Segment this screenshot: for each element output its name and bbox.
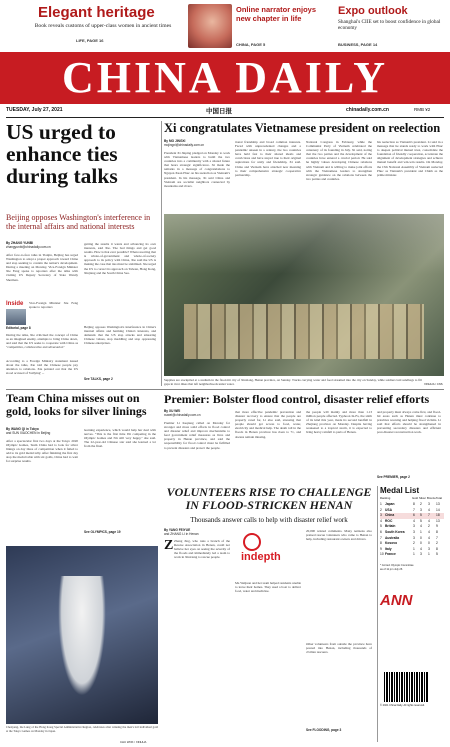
medal-cell-total: 7 (436, 535, 438, 540)
medal-cell-rank: 2 (380, 507, 382, 512)
medal-cell-rank: 1 (380, 502, 382, 506)
lead-more-link[interactable]: See TALKS, page 2 (84, 377, 113, 381)
volunteers-col4: Other volunteers from outside the province have poured into Henan, including thousands of civilian rescuers. (306, 642, 372, 655)
premier-col1: Premier Li Keqiang called on Monday for stronger and more solid efforts in flood control and disaster relief and improve mechanisms to feed government relief measures as lives and property in Henan province, and said the responsibility for flood control must be fulfilled to prevent disasters and protect the people. (164, 421, 230, 450)
promo-strip (0, 0, 450, 52)
inside-thumb[interactable] (6, 309, 26, 325)
promo-heritage-subtitle: Book reveals customs of upper-class women in ancient times (34, 23, 172, 29)
lead-email: zhangyunbi@chinadaily.com.cn (6, 245, 51, 249)
premier-col4: and property must always come first, and flood-hit areas such as Henan must continue to prioritize rescuing and helping flood victims. Li said that efforts should be strengthened in preventing secondary disasters and efficient post-disaster reconstruction work. (377, 410, 441, 435)
vietnam-col4: his reelection as Vietnam's president. Li said in a message that he stands ready to work with Phuc to deepen political mutual trust, consolidate the foundation of friendly cooperation, accelerate the alignment of development strategies and achieve mutual benefit and win-win results. On Monday, the 15th National Assembly of Vietnam reelected Phuc as Vietnam's president and Chinh as the prime minister. (377, 140, 443, 177)
team-more-link[interactable]: See OLYMPICS, page 19 (84, 530, 121, 534)
medal-cell-gold: 3 (413, 530, 415, 534)
promo-narrator-tag: CHINA, PAGE 5 (236, 42, 266, 47)
photo-supplies-blocks (184, 304, 424, 359)
medal-cell-silver: 5 (420, 513, 422, 518)
medal-cell-rank: 9 (380, 546, 382, 551)
team-author: By WANG QI in Tokyo (6, 427, 39, 431)
medal-cell-silver: 3 (420, 552, 422, 557)
medal-cell-gold: 1 (413, 552, 415, 557)
inside-text: Vice-Foreign Minister Xie Feng spoke to reporters (29, 301, 78, 310)
medal-cell-bronze: 4 (428, 507, 430, 512)
medal-cell-silver: 3 (420, 507, 422, 512)
vietnam-col3: National Congress in February, while the Communist Party of Vietnam celebrated the centenary of its founding in July. Xi said, noting that the two parties and the development of the countries have entered a crucial period. He said he highly values developing Chinese relations with Vietnam and is willing to make joint efforts with the Vietnamese leaders to strengthen strategic guidance on the relations between the two parties and countries. (306, 140, 372, 181)
lead-headline[interactable]: US urged to enhance ties during talks (6, 120, 118, 188)
medal-cell-gold: 3 (413, 535, 415, 540)
medal-cell-total: 13 (436, 518, 440, 523)
photo-caption: Supplies are stockpiled at a stadium in the flood-hit city of Xinxiang, Henan province, on Sunday. Trucks carrying water and food streamed into the city on Sunday, while soldiers laid sandbags to fill gaps in river dikes that left neighborhoods under water. (164, 378, 422, 386)
medal-cell-silver: 0 (420, 541, 422, 546)
premier-author: By XU WEI (164, 409, 181, 413)
lead-col2b-text: Beijing opposes Washington's interference in China's internal affairs and harming China's interests, and demands that the US stop attacks and smearing Chinese values, stop meddling and stop oppressing Chinese enterprises. (84, 325, 156, 346)
medal-cell-rank: 10 (380, 552, 384, 557)
medal-cell-silver: 1 (420, 530, 422, 534)
medal-cell-total: 8 (436, 530, 438, 534)
medal-cell-rank: 5 (380, 524, 382, 529)
medal-header-silver: Silver (419, 496, 426, 500)
lead-col1b-text: During the talks, Xie criticized the concept of China as an imagined enemy, attempts to bring China down, and said that the US seeks to cooperate with China as "competitive, collaborative and adversarial." (6, 333, 78, 350)
medal-cell-bronze: 4 (428, 518, 430, 523)
medal-cell-team: USA (385, 507, 392, 512)
medal-cell-total: 14 (436, 507, 440, 512)
vietnam-col1: President Xi Jinping pledged on Monday to work with Vietnamese leaders to build the two countries into a community with a shared future that bears strategic significance. Xi made the remarks in a message of congratulations to Nguyen Xuan Phuc on his reelection as Vietnam's president. In his message, Xi said China and Vietnam are socialist neighbors connected by mountains and rivers. (164, 151, 230, 188)
fencing-photo (6, 546, 158, 724)
lead-story (6, 121, 158, 386)
promo-item-expo[interactable] (330, 2, 446, 50)
vietnam-story (164, 121, 444, 211)
team-col2: learning experience, which would help her deal with nerves. "This is the first time I'm competing in the Olympic Games and I'm still very happy," she said. The 22-year-old Chinese star said she learned a lot from the final. (84, 428, 156, 449)
medal-cell-total: 2 (436, 541, 438, 546)
premier-col3: the people will mainly and more than 1.13 million people affected. Typhoon In-Fa, the sixth of its kind this year, made its second landfall in Zhejiang province on Monday. Despite having weakened to a tropical storm, it is expected to bring heavy rainfall to parts of Henan. (306, 410, 372, 435)
volunteers-col2: Ma Weijuan and her team helped residents unable to leave their homes. They used a boat to deliver food, water and medicine. (235, 581, 301, 594)
premier-more-link[interactable]: See PREMIER, page 2 (377, 475, 410, 479)
medal-cell-rank: 3 (380, 513, 382, 518)
medal-cell-total: 18 (436, 513, 440, 518)
dateline-price: RMB ¥2 (414, 107, 431, 112)
medal-cell-team: Australia (385, 535, 400, 540)
medal-cell-team: Britain (385, 524, 396, 529)
volunteers-col1: Zhang Jing, who runs a branch of the Rescue Association in Henan, could not believe her eyes on seeing the severity of the floods and immediately led a team to work in Xinxiang to rescue people. (174, 539, 230, 560)
volunteers-author: By YANG FEIYUE (164, 528, 191, 532)
medal-row (380, 552, 444, 558)
medal-updated: as of 11 pm July 26 (380, 568, 403, 571)
promo-narrator-title: Online narrator enjoys new chapter in life (236, 5, 317, 23)
ann-logo (380, 590, 444, 620)
lead-author: By ZHANG YUNBI (6, 241, 34, 245)
medal-cell-bronze: 3 (428, 546, 430, 551)
medal-cell-bronze: 7 (428, 513, 430, 518)
medal-cell-silver: 4 (420, 546, 422, 551)
medal-cell-bronze: 0 (428, 541, 430, 546)
medal-cell-total: 5 (436, 552, 438, 557)
masthead-chinese: 中国日报 (206, 108, 232, 115)
medal-cell-silver: 2 (420, 502, 422, 506)
medal-header-ranking: Ranking (380, 496, 391, 500)
promo-expo-title: Expo outlook (338, 5, 408, 17)
medal-cell-team: China (385, 513, 395, 518)
volunteers-headline[interactable]: VOLUNTEERS RISE TO CHALLENGE IN FLOOD-STRICKEN HENAN (166, 485, 372, 512)
photo-credit: XINHUA / CNS (424, 382, 443, 386)
vietnam-email: mojingxi@chinadaily.com.cn (164, 143, 205, 147)
medal-cell-rank: 8 (380, 541, 382, 546)
masthead-title: CHINA DAILY (61, 53, 388, 102)
medal-table-body (380, 502, 444, 562)
premier-headline[interactable]: Premier: Bolster flood control, disaster relief efforts (164, 392, 430, 406)
medal-cell-bronze: 4 (428, 530, 430, 534)
medal-cell-rank: 7 (380, 535, 382, 540)
lead-subhead: Beijing opposes Washington's interference in the internal affairs and national interests (6, 213, 151, 231)
medal-cell-total: 8 (436, 546, 438, 551)
medal-cell-team: ROC (385, 518, 393, 523)
medal-cell-gold: 1 (413, 546, 415, 551)
medal-cell-bronze: 3 (428, 502, 430, 506)
medal-cell-gold: 4 (413, 518, 415, 523)
volunteers-more-link[interactable]: See FLOODING, page 3 (306, 728, 342, 732)
inside-page[interactable]: Editorial, page 8 (6, 326, 31, 330)
promo-heritage-tag: LIFE, PAGE 16 (76, 38, 104, 43)
indepth-ad[interactable] (235, 529, 301, 577)
medal-header-bronze: Bronze (427, 496, 436, 500)
indepth-logo-icon (243, 533, 261, 551)
vietnam-col2: tional friendship and broad common interests. Faced with unprecedented changes and a pandemic unseen in a century, the two countries have held fast to their shared ideals and convictions and have stayed true to their original aspirations for unity and friendship, Xi said. China and Vietnam have attached new meaning to their comprehensive strategic cooperative partnership. (235, 140, 301, 177)
medal-cell-team: South Korea (385, 530, 405, 534)
promo-expo-tag: BUSINESS, PAGE 14 (338, 42, 378, 47)
medal-cell-bronze: 2 (428, 524, 430, 529)
promo-item-heritage[interactable] (6, 2, 186, 50)
inside-label: Inside (6, 301, 24, 307)
volunteers-author2: and ZHANG LI in Henan (164, 532, 199, 536)
promo-item-narrator[interactable] (236, 2, 326, 50)
premier-col2: that more effective pandemic prevention and disaster recovery to ensure that the people are properly cared for, Li also said, stressing that people should get access to food, water, electricity and medical help. The death toll in the floods in Henan province has risen to 71, and dozens remain missing. (235, 410, 301, 439)
medal-cell-silver: 0 (420, 535, 422, 540)
team-headline[interactable]: Team China misses out on gold, looks for silver linings (6, 391, 147, 418)
indepth-brand: indepth (241, 551, 281, 563)
promo-heritage-title: Elegant heritage (38, 4, 155, 21)
medal-cell-silver: 5 (420, 518, 422, 523)
promo-expo-subtitle: Shanghai's CIIE set to boost confidence in global economy (338, 19, 441, 32)
vietnam-headline[interactable]: Xi congratulates Vietnamese president on reelection (164, 121, 441, 135)
dateline-site[interactable]: chinadaily.com.cn (346, 107, 389, 113)
medal-cell-gold: 7 (413, 507, 415, 512)
medal-cell-team: France (385, 552, 396, 557)
medal-cell-bronze: 1 (428, 552, 430, 557)
medal-cell-gold: 3 (413, 524, 415, 529)
medal-list-title: Medal List (380, 486, 420, 495)
medal-cell-silver: 4 (420, 524, 422, 529)
medal-cell-bronze: 4 (428, 535, 430, 540)
lead-col1-text: After face-to-face talks in Tianjin, Beijing has urged Washington to adopt a proper approach toward China and stop seeking to contain the nation's development. During a meeting on Monday, Vice-Foreign Minister Xie Feng spoke to reporters after the talks with visiting US Deputy Secretary of State Wendy Sherman. (6, 253, 78, 282)
medal-cell-team: Kosovo (385, 541, 398, 546)
medal-cell-gold: 8 (413, 502, 415, 506)
fencing-caption: Chenyang, the Lung of the Hong Kong Special Administrative Region, celebrates after winning the men's foil individual gold at the Tokyo Games on Monday in Japan. (6, 726, 158, 733)
lead-col2-text: getting the results it wants and advancing its own interests, said Xie. The bad things and get good results. How is that ever possible? When resorting that is whole-of-government and whole-of-society approach to its policy with China, Xie said the US is making the case that ties must be stabilized. Xie urged the US to correct its approach on Taiwan, Hong Kong, Xinjiang and the South China Sea. (84, 242, 156, 275)
team-author2: and SUN XIAOCHEN in Beijing (6, 431, 51, 435)
promo-image-woman (188, 4, 232, 48)
team-col1: After a spectacular first two days at the Tokyo 2020 Olympic Games, Team China had to look for silver linings on day three of competition when it failed to add to its gold medal tally. After finishing the first day atop the medal table with six golds, China had to wait for surprise results. (6, 439, 78, 464)
lead-col1c-text: According to a Foreign Ministry statement issued about the talks, Xie told the Chinese people pay attention to relations. Xie pointed out that the US stood accused of 'bullying' ... (6, 359, 78, 376)
dateline-bar (6, 106, 444, 116)
medal-cell-total: 9 (436, 524, 438, 529)
photo-stadium-overlay (164, 214, 444, 274)
barcode (384, 672, 428, 702)
medal-cell-total: 13 (436, 502, 440, 506)
masthead (0, 52, 450, 104)
premier-email: xuwei@chinadaily.com.cn (164, 413, 201, 417)
medal-header-gold: Gold (412, 496, 418, 500)
dateline-date: TUESDAY, July 27, 2021 (6, 107, 63, 113)
medal-cell-gold: 6 (413, 513, 415, 518)
medal-cell-team: Japan (385, 502, 395, 506)
volunteers-col3: 20,000 related comments. Many netizens also praised rescue volunteers who came to Henan to help, including restaurant owners and drivers. (306, 529, 372, 542)
medal-header-total: Total (436, 496, 442, 500)
medal-cell-team: Italy (385, 546, 392, 551)
footer-note: © 2021 China Daily. All rights reserved. (380, 704, 425, 707)
team-china-story (6, 392, 158, 542)
vietnam-author: By MO JINGXI (164, 139, 186, 143)
flood-supplies-photo (164, 214, 444, 376)
fencing-credit: CHU WOK / XINHUA (120, 740, 147, 744)
fencer-figure (58, 576, 106, 696)
ann-brand: ANN (380, 592, 413, 609)
medal-cell-gold: 2 (413, 541, 415, 546)
medal-note: * Correct Olympic Committee (380, 564, 414, 567)
volunteers-story (164, 486, 374, 744)
volunteers-dropcap: Z (164, 538, 174, 553)
medal-cell-rank: 4 (380, 518, 382, 523)
medal-list-header (380, 496, 444, 501)
premier-story (164, 392, 444, 482)
medal-cell-rank: 6 (380, 530, 382, 534)
volunteers-subhead: Thousands answer calls to help with disaster relief work (190, 516, 348, 524)
